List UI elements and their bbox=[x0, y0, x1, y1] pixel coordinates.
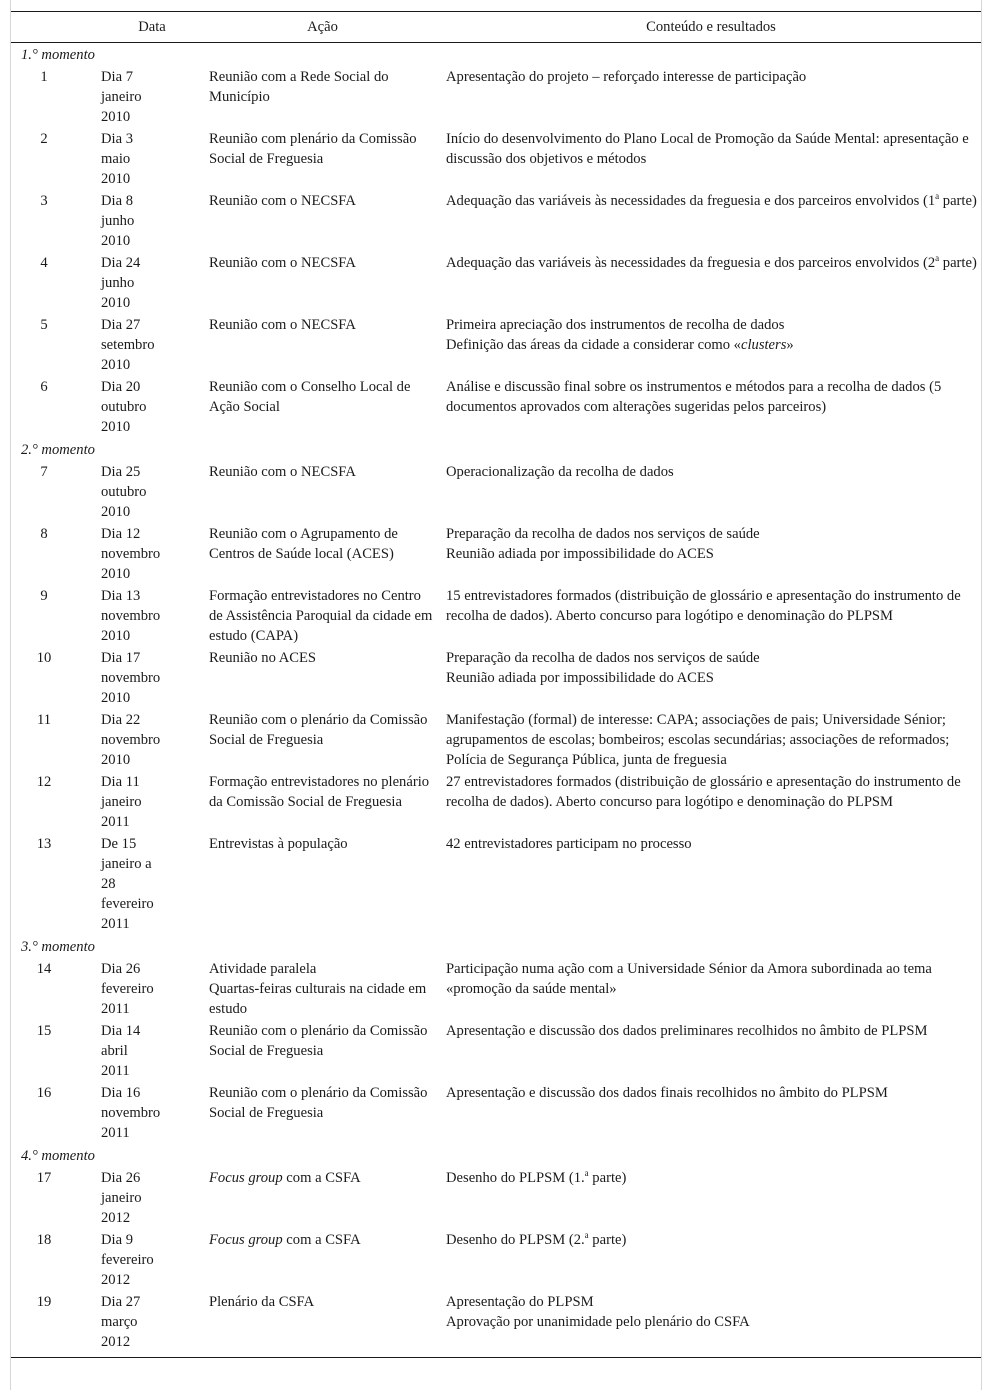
row-date bbox=[100, 128, 204, 190]
table-row bbox=[11, 523, 981, 585]
table-row bbox=[11, 771, 981, 833]
action-line: Formação entrevistadores no Centro de Assistência Paroquial da cidade em estudo (CAPA) bbox=[209, 588, 433, 644]
date-line: Dia 26 bbox=[101, 961, 141, 977]
date-line: 2010 bbox=[101, 690, 131, 706]
header-results: Conteúdo e resultados bbox=[441, 12, 981, 43]
row-number: 12 bbox=[36, 774, 52, 790]
date-line: 2012 bbox=[101, 1272, 131, 1288]
action-line: Reunião com a Rede Social do Município bbox=[209, 69, 389, 105]
row-number: 4 bbox=[40, 255, 48, 271]
row-date bbox=[100, 1020, 204, 1082]
row-number: 3 bbox=[40, 193, 48, 209]
results-line: Adequação das variáveis às necessidades da freguesia e dos parceiros envolvidos (2$^a$ parte) bbox=[446, 253, 977, 271]
row-number: 9 bbox=[40, 588, 48, 604]
row-results bbox=[441, 585, 981, 647]
results-line: Primeira apreciação dos instrumentos de recolha de dados bbox=[446, 317, 785, 333]
results-line: Apresentação do projeto – reforçado interesse de participação bbox=[446, 69, 807, 85]
row-date bbox=[100, 833, 204, 935]
date-line: Dia 3 bbox=[101, 131, 134, 147]
date-line: maio bbox=[101, 151, 131, 167]
row-date bbox=[100, 523, 204, 585]
date-line: janeiro bbox=[101, 1190, 142, 1206]
results-line: Aprovação por unanimidade pelo plenário do CSFA bbox=[446, 1314, 750, 1330]
table-row bbox=[11, 958, 981, 1020]
row-date bbox=[100, 66, 204, 128]
results-line: Preparação da recolha de dados nos serviços de saúde bbox=[446, 526, 760, 542]
date-line: Dia 20 bbox=[101, 379, 141, 395]
row-results bbox=[441, 647, 981, 709]
row-action bbox=[204, 66, 441, 128]
date-line: 2010 bbox=[101, 628, 131, 644]
results-line: 27 entrevistadores formados (distribuição de glossário e apresentação do instrumento de recolha de dados). Aberto concurso para logótipo e denominação do PLPSM bbox=[446, 774, 961, 810]
table-row bbox=[11, 1020, 981, 1082]
row-results bbox=[441, 771, 981, 833]
date-line: janeiro a bbox=[101, 856, 152, 872]
row-results bbox=[441, 1291, 981, 1358]
results-line: Manifestação (formal) de interesse: CAPA; associações de pais; Universidade Sénior; agrupamentos de escolas; bombeiros; escolas secundárias; associações de reformados; Polícia de Segurança Pública, junta de freguesia bbox=[446, 712, 950, 768]
date-line: 2011 bbox=[101, 814, 130, 830]
date-line: fevereiro bbox=[101, 896, 154, 912]
table-row bbox=[11, 1291, 981, 1358]
date-line: novembro bbox=[101, 670, 161, 686]
date-line: Dia 11 bbox=[101, 774, 140, 790]
results-line: Desenho do PLPSM (1.$^a$ parte) bbox=[446, 1168, 627, 1186]
row-number: 5 bbox=[40, 317, 48, 333]
date-line: Dia 22 bbox=[101, 712, 141, 728]
row-date bbox=[100, 1229, 204, 1291]
row-number: 8 bbox=[40, 526, 48, 542]
row-results bbox=[441, 66, 981, 128]
row-date bbox=[100, 314, 204, 376]
date-line: Dia 27 bbox=[101, 1294, 141, 1310]
date-line: 28 bbox=[101, 876, 116, 892]
row-date bbox=[100, 647, 204, 709]
date-line: Dia 24 bbox=[101, 255, 141, 271]
row-number: 19 bbox=[11, 1291, 100, 1358]
row-number: 13 bbox=[36, 836, 52, 852]
row-results bbox=[441, 314, 981, 376]
date-line: 2010 bbox=[101, 233, 131, 249]
header-number bbox=[11, 12, 100, 43]
row-date bbox=[100, 190, 204, 252]
results-line: Desenho do PLPSM (2.$^a$ parte) bbox=[446, 1230, 627, 1248]
table-row bbox=[11, 314, 981, 376]
row-results bbox=[441, 252, 981, 314]
row-action bbox=[204, 461, 441, 523]
row-action bbox=[204, 1020, 441, 1082]
results-line: Reunião adiada por impossibilidade do ACES bbox=[446, 546, 714, 562]
date-line: janeiro bbox=[101, 794, 142, 810]
group-row bbox=[11, 935, 981, 958]
date-line: junho bbox=[101, 213, 135, 229]
date-line: 2012 bbox=[101, 1210, 131, 1226]
results-line: Apresentação e discussão dos dados preliminares recolhidos no âmbito de PLPSM bbox=[446, 1023, 928, 1039]
table-body bbox=[11, 43, 981, 1358]
row-date bbox=[100, 1167, 204, 1229]
results-line: Operacionalização da recolha de dados bbox=[446, 464, 674, 480]
action-line: Reunião com o plenário da Comissão Social de Freguesia bbox=[209, 1023, 428, 1059]
date-line: janeiro bbox=[101, 89, 142, 105]
table-row bbox=[11, 1082, 981, 1144]
group-row bbox=[11, 43, 981, 67]
date-line: Dia 25 bbox=[101, 464, 141, 480]
date-line: novembro bbox=[101, 732, 161, 748]
results-line: Adequação das variáveis às necessidades da freguesia e dos parceiros envolvidos (1$^a$ parte) bbox=[446, 191, 977, 209]
date-line: novembro bbox=[101, 1105, 161, 1121]
row-date bbox=[100, 1082, 204, 1144]
results-line: Apresentação do PLPSM bbox=[446, 1294, 594, 1310]
row-action bbox=[204, 585, 441, 647]
table-row bbox=[11, 66, 981, 128]
results-line: 15 entrevistadores formados (distribuição de glossário e apresentação do instrumento de recolha de dados). Aberto concurso para logótipo e denominação do PLPSM bbox=[446, 588, 961, 624]
results-line: Reunião adiada por impossibilidade do ACES bbox=[446, 670, 714, 686]
date-line: 2011 bbox=[101, 1063, 130, 1079]
date-line: Dia 16 bbox=[101, 1085, 141, 1101]
group-label: 1.° momento bbox=[21, 47, 95, 63]
row-date bbox=[100, 376, 204, 438]
date-line: 2010 bbox=[101, 295, 131, 311]
action-line: Reunião com o NECSFA bbox=[209, 464, 356, 480]
date-line: De 15 bbox=[101, 836, 137, 852]
date-line: 2010 bbox=[101, 171, 131, 187]
date-line: Dia 27 bbox=[101, 317, 141, 333]
row-number: 14 bbox=[36, 961, 52, 977]
date-line: outubro bbox=[101, 484, 147, 500]
table-row bbox=[11, 252, 981, 314]
date-line: fevereiro bbox=[101, 1252, 154, 1268]
row-action bbox=[204, 1082, 441, 1144]
action-line: Atividade paralela bbox=[209, 961, 317, 977]
row-date bbox=[100, 252, 204, 314]
row-action bbox=[204, 1291, 441, 1358]
table-row bbox=[11, 128, 981, 190]
table-header-row bbox=[11, 12, 981, 43]
row-date bbox=[100, 709, 204, 771]
date-line: 2011 bbox=[101, 916, 130, 932]
group-label: 4.° momento bbox=[21, 1148, 95, 1164]
results-line: 42 entrevistadores participam no processo bbox=[446, 836, 692, 852]
header-date: Data bbox=[100, 12, 204, 43]
row-results bbox=[441, 190, 981, 252]
row-results bbox=[441, 376, 981, 438]
row-number: 6 bbox=[40, 379, 48, 395]
date-line: 2011 bbox=[101, 1001, 130, 1017]
row-number: 16 bbox=[36, 1085, 52, 1101]
date-line: 2010 bbox=[101, 419, 131, 435]
action-line: Focus group com a CSFA bbox=[209, 1170, 361, 1186]
group-row bbox=[11, 438, 981, 461]
date-line: Dia 26 bbox=[101, 1170, 141, 1186]
row-action bbox=[204, 647, 441, 709]
row-number: 18 bbox=[36, 1232, 52, 1248]
row-action bbox=[204, 128, 441, 190]
table-row bbox=[11, 376, 981, 438]
row-date bbox=[100, 958, 204, 1020]
row-action bbox=[204, 1229, 441, 1291]
row-date bbox=[100, 461, 204, 523]
date-line: novembro bbox=[101, 546, 161, 562]
results-line: Análise e discussão final sobre os instrumentos e métodos para a recolha de dados (5 documentos aprovados com alterações sugeridas pelos parceiros) bbox=[446, 379, 942, 415]
action-line: Reunião com o plenário da Comissão Social de Freguesia bbox=[209, 1085, 428, 1121]
date-line: novembro bbox=[101, 608, 161, 624]
row-number: 17 bbox=[36, 1170, 52, 1186]
row-action bbox=[204, 252, 441, 314]
results-line: Preparação da recolha de dados nos serviços de saúde bbox=[446, 650, 760, 666]
row-results bbox=[441, 833, 981, 935]
date-line: 2010 bbox=[101, 504, 131, 520]
activities-table bbox=[11, 11, 981, 1358]
row-number: 15 bbox=[36, 1023, 52, 1039]
action-line: Quartas-feiras culturais na cidade em estudo bbox=[209, 981, 427, 1017]
row-action bbox=[204, 1167, 441, 1229]
row-action bbox=[204, 833, 441, 935]
row-results bbox=[441, 1082, 981, 1144]
action-line: Reunião com o NECSFA bbox=[209, 193, 356, 209]
table-row bbox=[11, 833, 981, 935]
action-line: Focus group com a CSFA bbox=[209, 1232, 361, 1248]
table-row bbox=[11, 709, 981, 771]
action-line: Reunião com o Agrupamento de Centros de Saúde local (ACES) bbox=[209, 526, 398, 562]
date-line: 2011 bbox=[101, 1125, 130, 1141]
results-line: Apresentação e discussão dos dados finais recolhidos no âmbito do PLPSM bbox=[446, 1085, 888, 1101]
row-action bbox=[204, 523, 441, 585]
table-row bbox=[11, 1167, 981, 1229]
action-line: Reunião no ACES bbox=[209, 650, 317, 666]
row-number: 11 bbox=[36, 712, 52, 728]
date-line: 2010 bbox=[101, 357, 131, 373]
row-date bbox=[100, 771, 204, 833]
row-action bbox=[204, 314, 441, 376]
group-row bbox=[11, 1144, 981, 1167]
date-line: setembro bbox=[101, 337, 155, 353]
results-line: Participação numa ação com a Universidade Sénior da Amora subordinada ao tema «promoção da saúde mental» bbox=[446, 961, 932, 997]
action-line: Reunião com o Conselho Local de Ação Social bbox=[209, 379, 411, 415]
row-number: 7 bbox=[40, 464, 48, 480]
table-row bbox=[11, 647, 981, 709]
date-line: Dia 8 bbox=[101, 193, 134, 209]
results-line: Definição das áreas da cidade a considerar como «clusters» bbox=[446, 337, 794, 353]
action-line: Reunião com o NECSFA bbox=[209, 255, 356, 271]
action-line: Reunião com o NECSFA bbox=[209, 317, 356, 333]
date-line: junho bbox=[101, 275, 135, 291]
date-line: fevereiro bbox=[101, 981, 154, 997]
row-results bbox=[441, 958, 981, 1020]
date-line: abril bbox=[101, 1043, 128, 1059]
date-line: Dia 7 bbox=[101, 69, 134, 85]
row-action bbox=[204, 958, 441, 1020]
date-line: Dia 13 bbox=[101, 588, 141, 604]
header-action: Ação bbox=[204, 12, 441, 43]
row-results bbox=[441, 709, 981, 771]
date-line: 2010 bbox=[101, 566, 131, 582]
action-line: Formação entrevistadores no plenário da Comissão Social de Freguesia bbox=[209, 774, 430, 810]
row-results bbox=[441, 1020, 981, 1082]
date-line: Dia 9 bbox=[101, 1232, 134, 1248]
table-row bbox=[11, 461, 981, 523]
row-results bbox=[441, 1229, 981, 1291]
date-line: 2012 bbox=[101, 1334, 131, 1350]
row-results bbox=[441, 128, 981, 190]
date-line: Dia 17 bbox=[101, 650, 141, 666]
action-line: Reunião com plenário da Comissão Social de Freguesia bbox=[209, 131, 417, 167]
row-action bbox=[204, 709, 441, 771]
table-row bbox=[11, 190, 981, 252]
row-results bbox=[441, 1167, 981, 1229]
results-line: Início do desenvolvimento do Plano Local de Promoção da Saúde Mental: apresentação e discussão dos objetivos e métodos bbox=[446, 131, 969, 167]
row-date bbox=[100, 585, 204, 647]
table-row bbox=[11, 1229, 981, 1291]
action-line: Reunião com o plenário da Comissão Social de Freguesia bbox=[209, 712, 428, 748]
group-label: 2.° momento bbox=[21, 442, 95, 458]
action-line: Entrevistas à população bbox=[209, 836, 348, 852]
table-row bbox=[11, 585, 981, 647]
date-line: 2010 bbox=[101, 752, 131, 768]
row-date bbox=[100, 1291, 204, 1358]
group-label: 3.° momento bbox=[21, 939, 95, 955]
action-line: Plenário da CSFA bbox=[209, 1294, 315, 1310]
row-action bbox=[204, 376, 441, 438]
row-number: 1 bbox=[40, 69, 48, 85]
row-number: 2 bbox=[40, 131, 48, 147]
row-results bbox=[441, 461, 981, 523]
date-line: outubro bbox=[101, 399, 147, 415]
row-number: 10 bbox=[36, 650, 52, 666]
date-line: março bbox=[101, 1314, 138, 1330]
date-line: Dia 12 bbox=[101, 526, 141, 542]
row-action bbox=[204, 190, 441, 252]
row-action bbox=[204, 771, 441, 833]
row-results bbox=[441, 523, 981, 585]
date-line: Dia 14 bbox=[101, 1023, 141, 1039]
date-line: 2010 bbox=[101, 109, 131, 125]
